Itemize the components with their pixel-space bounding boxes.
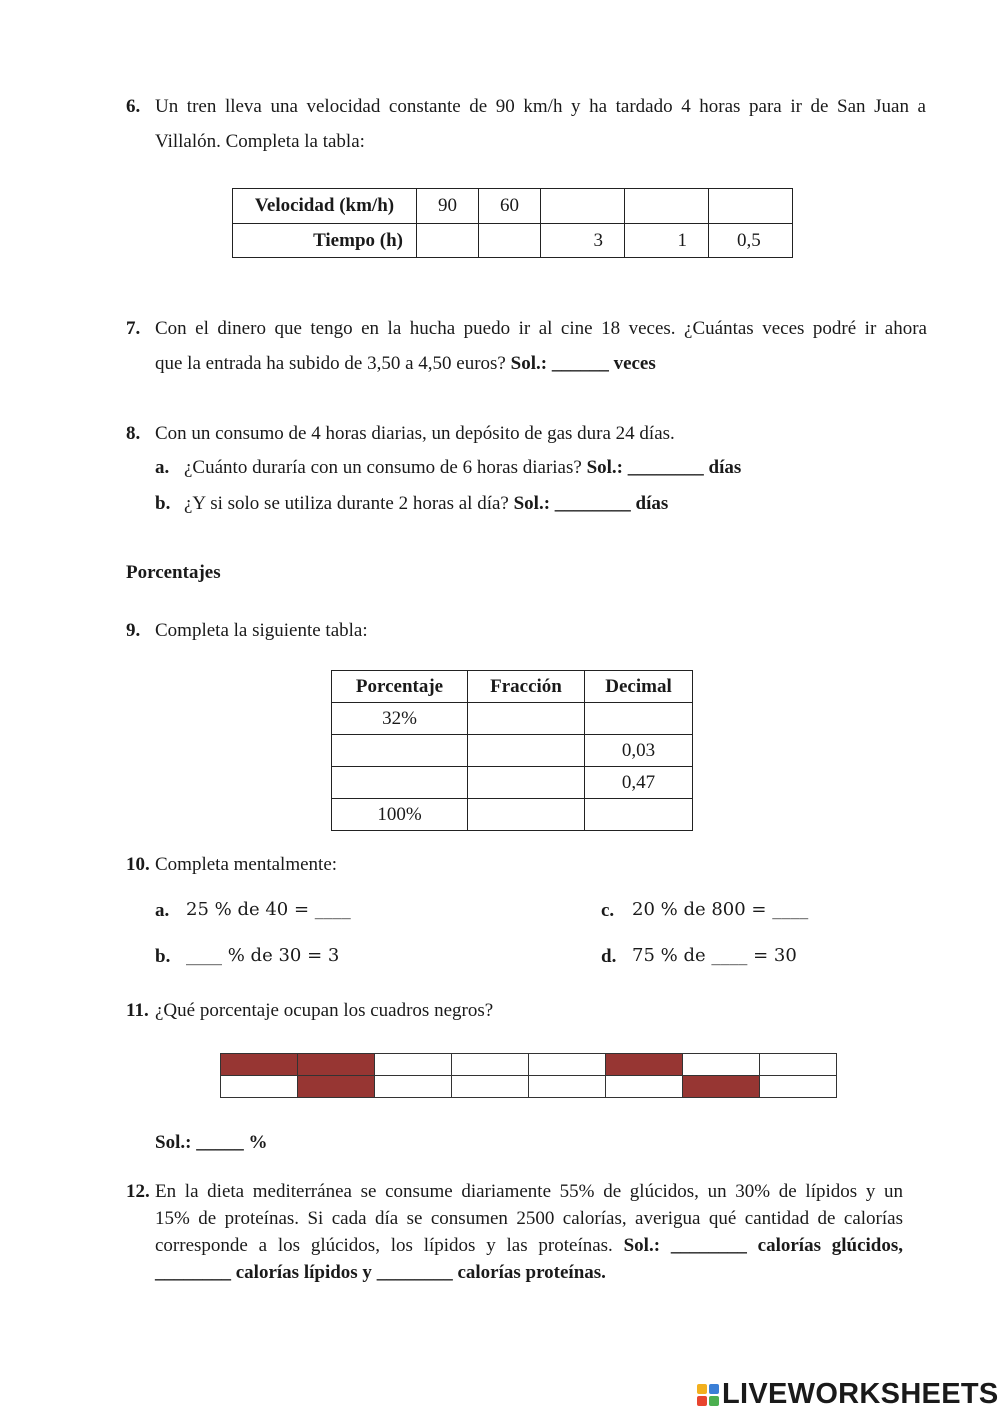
q10b-expression[interactable]: ____ % de 30 = 3 — [186, 945, 340, 966]
q11-answer-blank[interactable]: _____ — [196, 1132, 244, 1153]
q11-solution — [155, 1132, 267, 1154]
square-empty — [375, 1076, 452, 1098]
q8b-sol-unit: días — [635, 493, 669, 514]
section-title: Porcentajes — [126, 562, 221, 583]
square-filled — [683, 1076, 760, 1098]
q12-sol-label: Sol.: — [623, 1235, 661, 1256]
square-filled — [298, 1076, 375, 1098]
squares-grid — [220, 1053, 837, 1098]
q8a-answer-blank[interactable]: ________ — [627, 457, 704, 478]
table-header: Decimal — [585, 671, 693, 703]
q7-number: 7. — [126, 318, 141, 339]
q7-answer-blank[interactable]: ______ — [551, 353, 609, 374]
table-cell: 90 — [417, 189, 479, 224]
q8b-label: b. — [155, 493, 171, 514]
q12-answer-blank-proteinas[interactable]: ________ — [376, 1262, 453, 1283]
q6-line1: Un tren lleva una velocidad constante de 90 km/h y ha tardado 4 horas para ir de San Juan a — [155, 96, 926, 117]
liveworksheets-brand: LIVEWORKSHEETS — [722, 1378, 999, 1410]
q10-text: Completa mentalmente: — [155, 854, 338, 875]
q12-unit-glucidos: calorías glúcidos, — [757, 1235, 904, 1256]
table-cell: 0,5 — [709, 224, 793, 258]
q12-line3-text: corresponde a los glúcidos, los lípidos y las proteínas. — [155, 1235, 613, 1256]
q9-text: Completa la siguiente tabla: — [155, 620, 368, 641]
table-cell-empty[interactable] — [332, 735, 468, 767]
square-filled — [221, 1054, 298, 1076]
q8b-line — [184, 493, 668, 515]
q12-answer-blank-glucidos[interactable]: ________ — [670, 1235, 747, 1256]
q10d-label: d. — [601, 946, 617, 967]
q8-number: 8. — [126, 423, 141, 444]
table-cell: 0,47 — [585, 767, 693, 799]
square-filled — [298, 1054, 375, 1076]
table-cell-empty[interactable] — [468, 703, 585, 735]
q12-line2: 15% de proteínas. Si cada día se consumen 2500 calorías, averigua qué cantidad de calorías — [155, 1208, 903, 1229]
table-cell-empty[interactable] — [625, 189, 709, 224]
q8b-text: ¿Y si solo se utiliza durante 2 horas al día? — [184, 493, 509, 514]
q12-line3 — [155, 1235, 903, 1257]
q12-line1: En la dieta mediterránea se consume diariamente 55% de glúcidos, un 30% de lípidos y un — [155, 1181, 903, 1202]
velocity-time-table — [232, 188, 793, 258]
table-cell-empty[interactable] — [468, 767, 585, 799]
q12-answer-blank-lipidos[interactable]: ________ — [155, 1262, 231, 1283]
square-empty — [529, 1076, 606, 1098]
q7-sol-label: Sol.: — [510, 353, 548, 374]
table-cell-empty[interactable] — [468, 735, 585, 767]
table-cell: 100% — [332, 799, 468, 831]
square-filled — [606, 1054, 683, 1076]
square-empty — [683, 1054, 760, 1076]
squares-row — [221, 1054, 837, 1076]
q6-line2: Villalón. Completa la tabla: — [155, 131, 365, 152]
q7-line2 — [155, 353, 656, 375]
q12-unit-proteinas: calorías proteínas. — [457, 1262, 606, 1283]
table-cell: 3 — [541, 224, 625, 258]
table-cell-empty[interactable] — [332, 767, 468, 799]
square-empty — [529, 1054, 606, 1076]
q8b-answer-blank[interactable]: ________ — [554, 493, 631, 514]
liveworksheets-logo[interactable] — [697, 1378, 999, 1411]
table-cell: 0,03 — [585, 735, 693, 767]
q8a-line — [184, 457, 741, 479]
table-cell-empty[interactable] — [541, 189, 625, 224]
table-cell: 32% — [332, 703, 468, 735]
q10c-label: c. — [601, 900, 615, 921]
square-empty — [452, 1054, 529, 1076]
q7-line1: Con el dinero que tengo en la hucha puedo ir al cine 18 veces. ¿Cuántas veces podré ir ahora — [155, 318, 927, 339]
table-header-velocity: Velocidad (km/h) — [233, 189, 417, 224]
q11-sol-unit: % — [248, 1132, 268, 1153]
q11-text: ¿Qué porcentaje ocupan los cuadros negros? — [155, 1000, 494, 1021]
squares-row — [221, 1076, 837, 1098]
percentage-table — [331, 670, 693, 831]
table-cell: 60 — [479, 189, 541, 224]
square-empty — [221, 1076, 298, 1098]
q8a-sol-unit: días — [708, 457, 742, 478]
q10c-expression[interactable]: 20 % de 800 = ____ — [632, 899, 809, 920]
table-header: Fracción — [468, 671, 585, 703]
square-empty — [606, 1076, 683, 1098]
table-cell: 1 — [625, 224, 709, 258]
q10b-label: b. — [155, 946, 171, 967]
q12-number: 12. — [126, 1181, 150, 1202]
q8a-text: ¿Cuánto duraría con un consumo de 6 horas diarias? — [184, 457, 582, 478]
table-header: Porcentaje — [332, 671, 468, 703]
q8a-sol-label: Sol.: — [586, 457, 624, 478]
q10a-label: a. — [155, 900, 170, 921]
q9-number: 9. — [126, 620, 141, 641]
q8a-label: a. — [155, 457, 170, 478]
q10a-expression[interactable]: 25 % de 40 = ____ — [186, 899, 351, 920]
table-cell-empty[interactable] — [585, 799, 693, 831]
square-empty — [452, 1076, 529, 1098]
q11-sol-label: Sol.: — [155, 1132, 192, 1153]
q10d-expression[interactable]: 75 % de ____ = 30 — [632, 945, 797, 966]
table-cell-empty[interactable] — [479, 224, 541, 258]
liveworksheets-logo-icon — [697, 1384, 719, 1406]
q12-unit-lipidos: calorías lípidos y — [235, 1262, 372, 1283]
q6-number: 6. — [126, 96, 141, 117]
q8b-sol-label: Sol.: — [513, 493, 551, 514]
table-cell-empty[interactable] — [585, 703, 693, 735]
q8-text: Con un consumo de 4 horas diarias, un depósito de gas dura 24 días. — [155, 423, 675, 444]
q11-number: 11. — [126, 1000, 149, 1021]
q12-line4 — [155, 1262, 606, 1284]
table-cell-empty[interactable] — [709, 189, 793, 224]
square-empty — [375, 1054, 452, 1076]
q10-number: 10. — [126, 854, 150, 875]
q7-sol-unit: veces — [613, 353, 656, 374]
square-empty — [760, 1054, 837, 1076]
table-cell-empty[interactable] — [468, 799, 585, 831]
square-empty — [760, 1076, 837, 1098]
table-cell-empty[interactable] — [417, 224, 479, 258]
table-header-time: Tiempo (h) — [233, 224, 417, 258]
q7-question-text: que la entrada ha subido de 3,50 a 4,50 euros? — [155, 353, 506, 374]
